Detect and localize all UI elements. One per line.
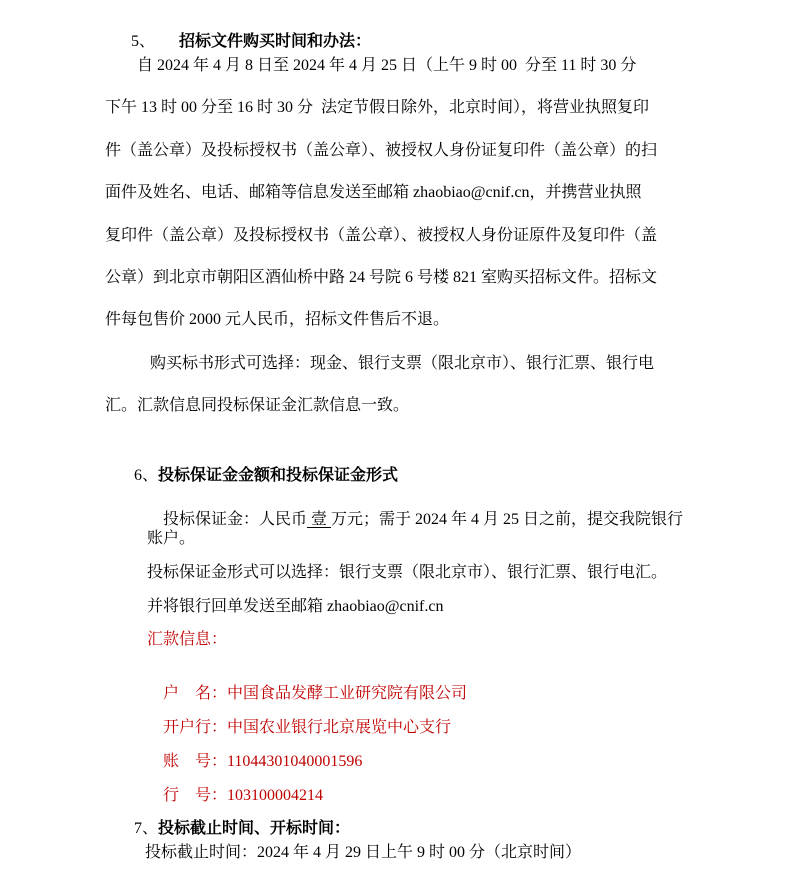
s5-para1-line: 面件及姓名、电话、邮箱等信息发送至邮箱 zhaobiao@cnif.cn，并携营业执照 xyxy=(105,184,642,201)
s6-form-line2: 并将银行回单发送至邮箱 zhaobiao@cnif.cn xyxy=(147,598,444,615)
bank-no-value: 103100004214 xyxy=(227,787,324,804)
bank-value: 中国农业银行北京展览中心支行 xyxy=(227,719,452,736)
s6-deposit-line xyxy=(147,490,683,550)
s5-para2-line: 购买标书形式可选择：现金、银行支票（限北京市）、银行汇票、银行电 xyxy=(150,355,655,372)
section-5-number: 5、 xyxy=(131,33,156,50)
bank-no-label: 行 号： xyxy=(163,787,228,804)
s6-deposit-suffix: 万元；需于 2024 年 4 月 25 日之前，提交我院银行 xyxy=(331,511,684,528)
s5-para1-line: 自 2024 年 4 月 8 日至 2024 年 4 月 25 日（上午 9 时 00 分至 11 时 30 分 xyxy=(137,57,637,74)
remittance-heading: 汇款信息： xyxy=(147,631,228,648)
s5-para1-line: 复印件（盖公章）及投标授权书（盖公章）、被授权人身份证原件及复印件（盖 xyxy=(105,227,658,244)
s6-deposit-line2: 账户。 xyxy=(147,530,196,547)
account-name-label: 户 名： xyxy=(163,685,228,702)
s7-deadline-line: 投标截止时间：2024 年 4 月 29 日上午 9 时 00 分（北京时间） xyxy=(145,844,582,861)
section-7-title: 投标截止时间、开标时间： xyxy=(158,820,351,837)
s5-para1-line: 件（盖公章）及投标授权书（盖公章）、被授权人身份证复印件（盖公章）的扫 xyxy=(105,142,658,159)
s5-para1-line: 公章）到北京市朝阳区酒仙桥中路 24 号院 6 号楼 821 室购买招标文件。招标文 xyxy=(105,269,658,286)
s5-para2-line: 汇。汇款信息同投标保证金汇款信息一致。 xyxy=(105,397,410,414)
s6-deposit-amount-underlined: 壹 xyxy=(307,511,332,528)
account-no-label: 账 号： xyxy=(163,753,228,770)
s6-form-line1: 投标保证金形式可以选择：银行支票（限北京市）、银行汇票、银行电汇。 xyxy=(147,564,668,581)
account-no-value: 11044301040001596 xyxy=(227,753,363,770)
s5-para1-line: 件每包售价 2000 元人民币，招标文件售后不退。 xyxy=(105,311,450,328)
bank-label: 开户行： xyxy=(163,719,228,736)
section-6-title: 投标保证金金额和投标保证金形式 xyxy=(158,467,399,484)
s5-para1-line: 下午 13 时 00 分至 16 时 30 分 法定节假日除外，北京时间），将营业执照复印 xyxy=(105,99,650,116)
section-5-title: 招标文件购买时间和办法： xyxy=(179,33,372,50)
s6-deposit-prefix: 投标保证金：人民币 xyxy=(163,511,308,528)
account-name-value: 中国食品发酵工业研究院有限公司 xyxy=(227,685,468,702)
section-7-number: 7、 xyxy=(134,820,159,837)
section-6-number: 6、 xyxy=(134,467,159,484)
